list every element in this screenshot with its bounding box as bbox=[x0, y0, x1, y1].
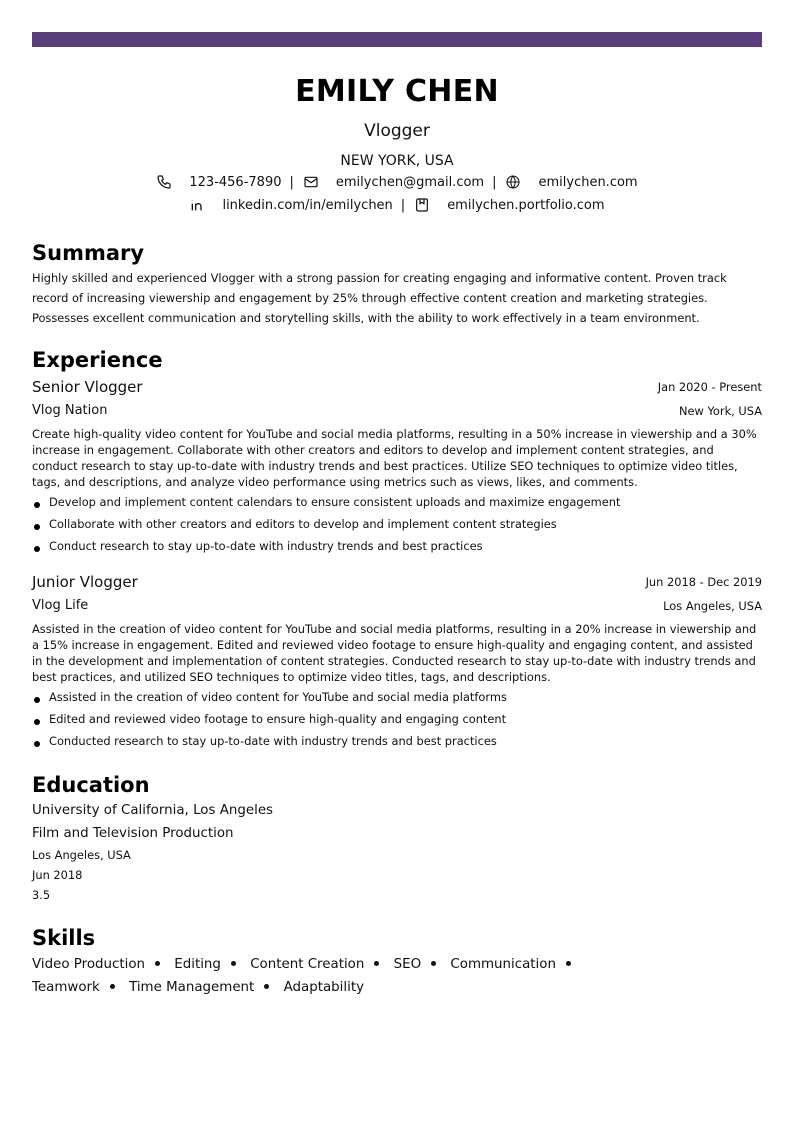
bullet-dot-icon bbox=[34, 502, 40, 508]
list-item bbox=[32, 494, 762, 516]
experience-heading: Experience bbox=[32, 348, 163, 372]
education-degree: Film and Television Production bbox=[32, 826, 234, 841]
summary-heading: Summary bbox=[32, 241, 145, 265]
skill-separator-icon bbox=[374, 961, 379, 966]
job-company: Vlog Life bbox=[32, 598, 89, 613]
website-link[interactable]: emilychen.com bbox=[538, 174, 638, 190]
linkedin-link[interactable]: linkedin.com/in/emilychen bbox=[222, 197, 393, 213]
phone-number[interactable]: 123-456-7890 bbox=[189, 174, 282, 190]
skill-separator-icon bbox=[264, 984, 269, 989]
list-item bbox=[32, 538, 762, 560]
phone-icon bbox=[156, 174, 172, 190]
skill-item: Content Creation bbox=[250, 957, 389, 972]
bullet-text: Collaborate with other creators and editors to develop and implement content strategies bbox=[49, 517, 557, 531]
education-location: Los Angeles, USA bbox=[32, 848, 131, 862]
summary-text: Highly skilled and experienced Vlogger with a strong passion for creating engaging and informative content. Proven track record of increasing viewership and engagement by 25% through effective content creation and marketing strategies. Possesses excellent communication and storytelling skills, with the ability to work effectively in a team environment. bbox=[32, 271, 727, 325]
skill-separator-icon bbox=[566, 961, 571, 966]
skill-separator-icon bbox=[231, 961, 236, 966]
bullet-dot-icon bbox=[34, 546, 40, 552]
bullet-dot-icon bbox=[34, 719, 40, 725]
education-date: Jun 2018 bbox=[32, 868, 83, 882]
education-school: University of California, Los Angeles bbox=[32, 803, 274, 818]
skill-item: Adaptability bbox=[283, 980, 365, 995]
contact-row-secondary bbox=[0, 197, 794, 213]
bullet-dot-icon bbox=[34, 524, 40, 530]
portfolio-link[interactable]: emilychen.portfolio.com bbox=[447, 197, 605, 213]
job-location: New York, USA bbox=[679, 404, 762, 418]
skills-list bbox=[32, 953, 672, 999]
globe-icon bbox=[505, 174, 521, 190]
job-dates: Jan 2020 - Present bbox=[657, 380, 762, 394]
candidate-name: EMILY CHEN bbox=[295, 74, 499, 109]
job-description: Assisted in the creation of video content for YouTube and social media platforms, resulting in a 20% increase in viewership and a 15% increase in engagement. Edited and reviewed video footage to ensure high-quality and engaging content, and assisted in the development and implementation of content strategies. Conducted research to stay up-to-date with industry trends and best practices, and utilized SEO techniques to optimize video titles, tags, and descriptions. bbox=[32, 622, 757, 684]
skill-item: Teamwork bbox=[32, 980, 125, 995]
accent-bar bbox=[32, 32, 762, 47]
job-title: Junior Vlogger bbox=[32, 573, 138, 591]
education-heading: Education bbox=[32, 773, 150, 797]
list-item bbox=[32, 711, 762, 733]
job-company: Vlog Nation bbox=[32, 403, 108, 418]
contact-row-primary bbox=[0, 174, 794, 190]
contact-separator: | bbox=[289, 174, 294, 190]
skill-separator-icon bbox=[431, 961, 436, 966]
linkedin-icon bbox=[189, 197, 205, 213]
job-bullets bbox=[32, 494, 762, 560]
job-title: Senior Vlogger bbox=[32, 378, 143, 396]
skill-item: Time Management bbox=[129, 980, 279, 995]
job-location: Los Angeles, USA bbox=[663, 599, 762, 613]
skill-item: SEO bbox=[394, 957, 447, 972]
contact-separator: | bbox=[492, 174, 497, 190]
mail-icon bbox=[303, 174, 319, 190]
skill-item: Editing bbox=[174, 957, 246, 972]
skill-separator-icon bbox=[155, 961, 160, 966]
skill-item: Communication bbox=[450, 957, 581, 972]
skill-item: Video Production bbox=[32, 957, 170, 972]
skill-separator-icon bbox=[110, 984, 115, 989]
education-gpa: 3.5 bbox=[32, 888, 51, 902]
bullet-text: Assisted in the creation of video content for YouTube and social media platforms bbox=[49, 690, 507, 704]
job-bullets bbox=[32, 689, 762, 755]
candidate-role: Vlogger bbox=[364, 121, 430, 141]
bullet-text: Conducted research to stay up-to-date with industry trends and best practices bbox=[49, 734, 497, 748]
contact-separator: | bbox=[400, 197, 406, 213]
bullet-text: Edited and reviewed video footage to ensure high-quality and engaging content bbox=[49, 712, 507, 726]
list-item bbox=[32, 516, 762, 538]
portfolio-icon bbox=[414, 197, 430, 213]
bullet-text: Conduct research to stay up-to-date with industry trends and best practices bbox=[49, 539, 483, 553]
list-item bbox=[32, 689, 762, 711]
job-description: Create high-quality video content for YouTube and social media platforms, resulting in a 50% increase in viewership and a 30% increase in engagement. Collaborate with other creators and editors to develop and implement content strategies, and conduct research to stay up-to-date with industry trends and best practices. Utilize SEO techniques to optimize video titles, tags, and descriptions, and analyze video performance using metrics such as views, likes, and comments. bbox=[32, 427, 757, 489]
email-link[interactable]: emilychen@gmail.com bbox=[335, 174, 485, 190]
bullet-text: Develop and implement content calendars to ensure consistent uploads and maximize engagement bbox=[49, 495, 621, 509]
bullet-dot-icon bbox=[34, 741, 40, 747]
list-item bbox=[32, 733, 762, 755]
job-dates: Jun 2018 - Dec 2019 bbox=[645, 575, 762, 589]
bullet-dot-icon bbox=[34, 697, 40, 703]
skills-heading: Skills bbox=[32, 926, 96, 950]
candidate-location: NEW YORK, USA bbox=[340, 153, 454, 169]
